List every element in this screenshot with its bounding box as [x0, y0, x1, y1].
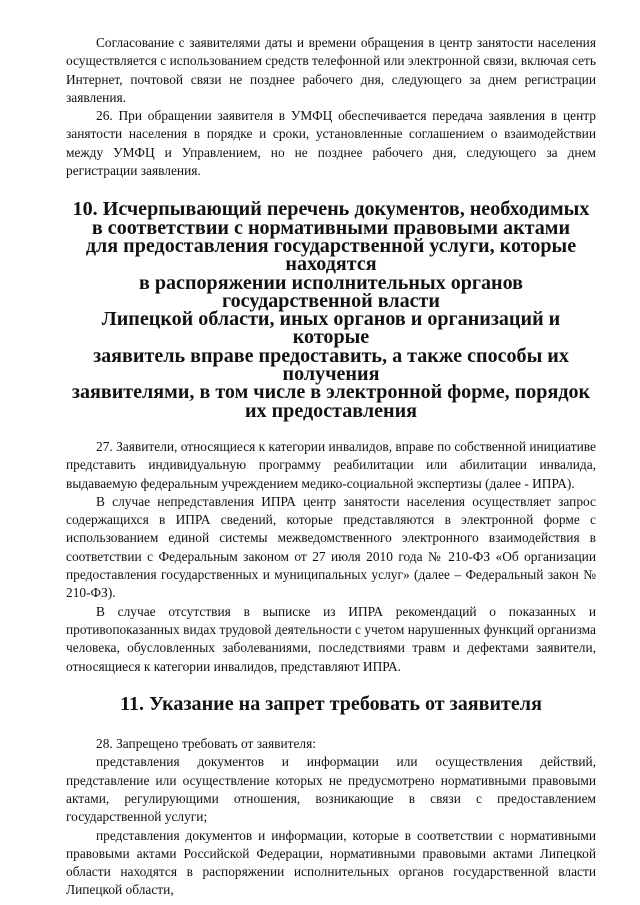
document-page	[66, 34, 596, 900]
paragraph-28: 28. Запрещено требовать от заявителя:	[96, 736, 316, 752]
paragraph-ipra-request: В случае непредставления ИПРА центр занятости населения осуществляет запрос содержащихся в ИПРА сведений, которые представляются в электронной форме с использованием единой системы межведомственного электронного взаимодействия в соответствии с Федеральным законом от 27 июля 2010 года № 210-ФЗ «Об организации предоставления государственных и муниципальных услуг» (далее – Федеральный закон № 210-ФЗ).	[66, 493, 596, 601]
paragraph-26: 26. При обращении заявителя в УМФЦ обеспечивается передача заявления в центр занятости населения в порядке и сроки, установленные соглашением о взаимодействии между УМФЦ и Управлением, но не позднее рабочего дня, следующего за днем регистрации заявления.	[66, 108, 596, 179]
paragraph-ipra-recommendations: В случае отсутствия в выписке из ИПРА рекомендаций о показанных и противопоказанных видах трудовой деятельности с учетом нарушенных функций организма человека, обусловленных заболеваниями, последствиями травм и дефектами заявители, относящиеся к категории инвалидов, представляют ИПРА.	[66, 603, 596, 674]
paragraph-27: 27. Заявители, относящиеся к категории инвалидов, вправе по собственной инициативе представить индивидуальную программу реабилитации или абилитации инвалида, выдаваемую федеральным учреждением медико-социальной экспертизы (далее - ИПРА).	[66, 438, 596, 491]
section-10-title-line: заявителями, в том числе в электронной форме, порядок	[71, 381, 591, 404]
paragraph-approval-schedule: Согласование с заявителями даты и времени обращения в центр занятости населения осуществляется с использованием средств телефонной или электронной связи, включая сеть Интернет, почтовой связи не позднее рабочего дня, следующего за днем регистрации заявления.	[66, 35, 596, 105]
section-10-title-line: заявитель вправе предоставить, а также способы их получения	[93, 344, 569, 386]
paragraph-prohibition-1: представления документов и информации или осуществления действий, представление или осуществление которых не предусмотрено нормативными правовыми актами, регулирующими отношения, возникающие в связи с предоставлением государственной услуги;	[66, 754, 596, 825]
section-10-title-line: 10. Исчерпывающий перечень документов, необходимых	[72, 198, 590, 221]
section-10-title	[66, 200, 596, 420]
section-10-title-line: их предоставления	[244, 399, 418, 422]
section-10-title-line: Липецкой области, иных органов и организаций и которые	[101, 308, 561, 349]
section-10-title-line: в соответствии с нормативными правовыми актами	[91, 216, 571, 239]
section-10-title-line: для предоставления государственной услуги, которые находятся	[85, 234, 577, 276]
spacer	[66, 420, 596, 438]
section-10-title-line: в распоряжении исполнительных органов государственной власти	[138, 271, 524, 312]
spacer	[66, 676, 596, 695]
section-11-title: 11. Указание на запрет требовать от заявителя	[120, 692, 542, 715]
paragraph-prohibition-2: представления документов и информации, которые в соответствии с нормативными правовыми актами Российской Федерации, нормативными правовыми актами Липецкой области находятся в распоряжении исполнительных органов государственной власти Липецкой области,	[66, 827, 596, 898]
spacer	[66, 180, 596, 200]
spacer	[66, 713, 596, 735]
